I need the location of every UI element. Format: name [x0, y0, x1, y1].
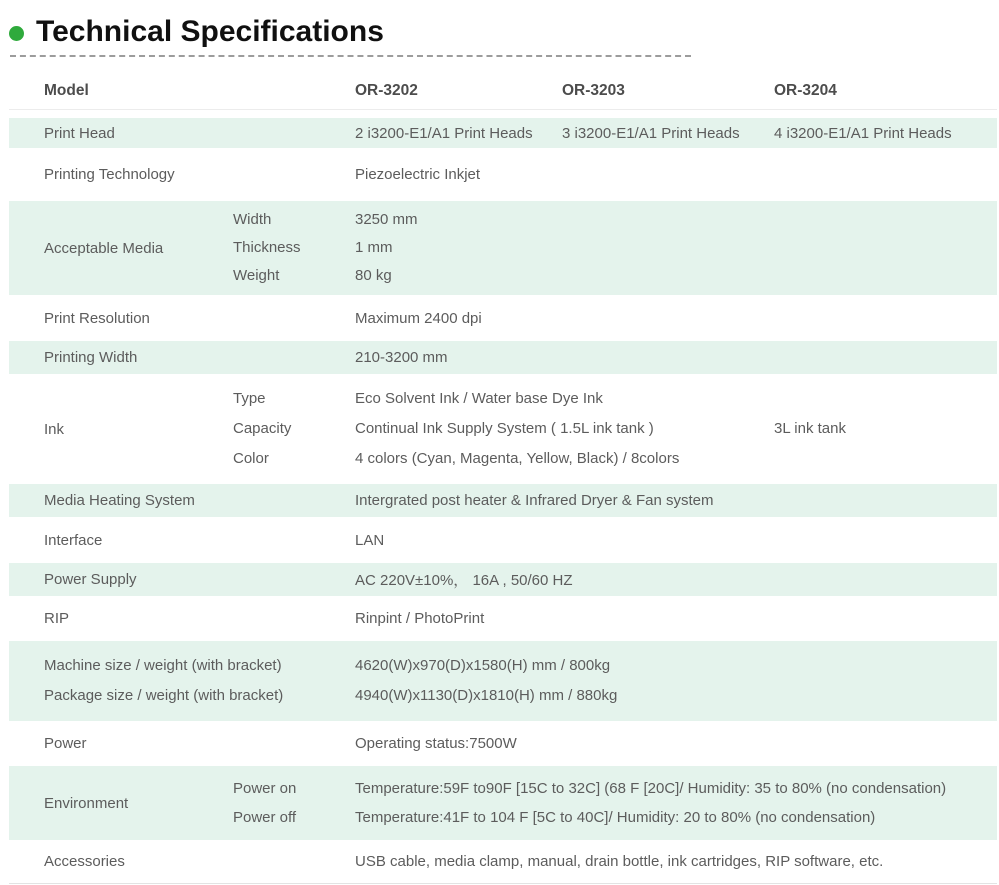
print-head-or3203-value: 3 i3200-E1/A1 Print Heads	[562, 124, 740, 142]
sub-label: Power off	[233, 809, 297, 826]
sub-label: Power on	[233, 780, 297, 797]
row-label: RIP	[44, 610, 70, 627]
ink-type-value: Eco Solvent Ink / Water base Dye Ink	[355, 390, 603, 407]
row-label: Printing Width	[44, 349, 138, 366]
table-row-power	[9, 721, 997, 766]
row-label: Package size / weight (with bracket)	[44, 687, 284, 704]
header-model-or3202: OR-3202	[355, 82, 418, 99]
sub-label: Width	[233, 211, 272, 228]
sub-label: Thickness	[233, 239, 301, 256]
table-row-rip	[9, 596, 997, 641]
environment-power-on-value: Temperature:59F to90F [15C to 32C] (68 F [20C]/ Humidity: 35 to 80% (no condensation)	[355, 780, 947, 797]
row-label: Acceptable Media	[44, 239, 164, 257]
rip-value: Rinpint / PhotoPrint	[355, 610, 485, 627]
row-label: Power	[44, 735, 87, 752]
header-model-or3203: OR-3203	[562, 82, 625, 99]
ink-capacity-value: Continual Ink Supply System ( 1.5L ink tank )	[355, 420, 654, 437]
environment-power-off-value: Temperature:41F to 104 F [5C to 40C]/ Humidity: 20 to 80% (no condensation)	[355, 809, 876, 826]
row-label: Accessories	[44, 853, 125, 870]
table-header-row	[9, 73, 997, 110]
ink-color-value: 4 colors (Cyan, Magenta, Yellow, Black) / 8colors	[355, 450, 680, 467]
table-row-acceptable-media	[9, 201, 997, 295]
row-label: Environment	[44, 794, 129, 812]
media-heating-value: Intergrated post heater & Infrared Dryer & Fan system	[355, 492, 714, 509]
row-label: Machine size / weight (with bracket)	[44, 657, 282, 674]
table-row-printing-technology	[9, 148, 997, 201]
media-thickness-value: 1 mm	[355, 239, 393, 256]
sub-label: Color	[233, 450, 269, 467]
media-width-value: 3250 mm	[355, 211, 418, 228]
spec-table	[0, 73, 999, 884]
interface-value: LAN	[355, 531, 385, 549]
package-size-value: 4940(W)x1130(D)x1810(H) mm / 880kg	[355, 687, 618, 704]
row-label: Ink	[44, 420, 65, 438]
row-label: Interface	[44, 531, 103, 549]
machine-size-value: 4620(W)x970(D)x1580(H) mm / 800kg	[355, 657, 611, 674]
row-label: Power Supply	[44, 571, 137, 588]
power-supply-value: AC 220V±10%， 16A , 50/60 HZ	[355, 572, 573, 589]
sub-label: Weight	[233, 267, 280, 284]
row-label: Print Resolution	[44, 309, 150, 327]
row-label: Media Heating System	[44, 492, 195, 509]
package-size-line	[9, 681, 997, 711]
table-row-interface	[9, 517, 997, 563]
table-row-accessories	[9, 840, 997, 884]
print-resolution-value: Maximum 2400 dpi	[355, 309, 482, 327]
printing-width-value: 210-3200 mm	[355, 349, 448, 366]
media-weight-value: 80 kg	[355, 267, 392, 284]
green-bullet-icon	[9, 26, 24, 41]
dashed-divider	[10, 55, 691, 57]
print-head-or3202-value: 2 i3200-E1/A1 Print Heads	[355, 124, 533, 142]
row-label: Print Head	[44, 124, 115, 142]
print-head-or3204-value: 4 i3200-E1/A1 Print Heads	[774, 124, 952, 142]
machine-size-line	[9, 651, 997, 681]
table-row-ink	[9, 374, 997, 484]
power-value: Operating status:7500W	[355, 735, 517, 752]
table-row-printing-width	[9, 341, 997, 374]
title-bar	[0, 0, 999, 51]
printing-technology-value: Piezoelectric Inkjet	[355, 166, 481, 183]
row-label: Printing Technology	[44, 166, 175, 183]
page-title: Technical Specifications	[36, 15, 384, 48]
table-row-print-resolution	[9, 295, 997, 341]
ink-capacity-or3204-value: 3L ink tank	[774, 420, 846, 437]
table-row-environment	[9, 766, 997, 840]
table-row-print-head	[9, 118, 997, 148]
sub-label: Capacity	[233, 420, 292, 437]
header-model-or3204: OR-3204	[774, 82, 837, 99]
accessories-value: USB cable, media clamp, manual, drain bottle, ink cartridges, RIP software, etc.	[355, 853, 884, 870]
table-row-media-heating	[9, 484, 997, 517]
table-row-dimensions	[9, 641, 997, 721]
sub-label: Type	[233, 390, 266, 407]
header-model-label: Model	[44, 82, 89, 99]
table-row-power-supply	[9, 563, 997, 596]
